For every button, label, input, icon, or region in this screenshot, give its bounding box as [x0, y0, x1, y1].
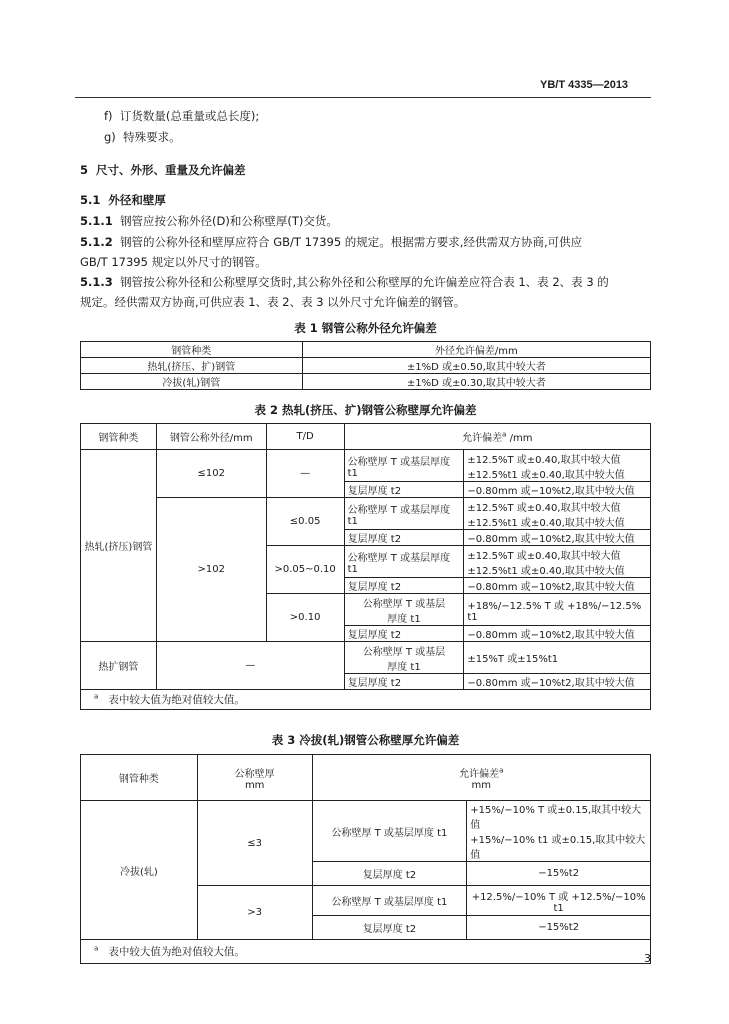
table3-header-wall: 公称壁厚 mm — [197, 755, 312, 801]
table2-tol-cell: ±12.5%T 或±0.40,取其中较大值 ±12.5%t1 或±0.40,取其中较大值 — [464, 498, 651, 530]
table3-clad-label: 复层厚度 t2 — [312, 916, 467, 940]
table3 — [80, 754, 651, 964]
table2-clad-label: 复层厚度 t2 — [344, 530, 464, 546]
para-5-1-3-cont: 规定。经供需双方协商,可供应表 1、表 2、表 3 以外尺寸允许偏差的钢管。 — [80, 295, 466, 309]
table2-clad-label: 复层厚度 t2 — [344, 482, 464, 498]
table3-wall-large: >3 — [197, 886, 312, 940]
table2-nominal-label: 公称壁厚 T 或基层 厚度 t1 — [344, 642, 464, 674]
section-5-heading: 5 尺寸、外形、重量及允许偏差 — [80, 163, 246, 177]
para-5-1-3: 5.1.3 钢管按公称外径和公称壁厚交货时,其公称外径和公称壁厚的允许偏差应符合表 1、表 2、表 3 的 — [80, 275, 609, 289]
list-item-f: f) 订货数量(总重量或总长度); — [104, 109, 260, 123]
table2-tol-cell: −0.80mm 或−10%t2,取其中较大值 — [464, 674, 651, 690]
table2-header-od: 钢管公称外径/mm — [156, 424, 266, 450]
table2-clad-label: 复层厚度 t2 — [344, 578, 464, 594]
table2-nominal-label: 公称壁厚 T 或基层厚度 t1 — [344, 546, 464, 578]
table2-header-tol: 允许偏差$^a$ /mm — [344, 424, 650, 450]
para-5-1-2-cont: GB/T 17395 规定以外尺寸的钢管。 — [80, 255, 267, 269]
table2-td-2: >0.05~0.10 — [266, 546, 344, 594]
table2-type-hot-rolled: 热轧(挤压)钢管 — [81, 450, 157, 642]
table1-header-type: 钢管种类 — [81, 342, 303, 358]
table3-header-type: 钢管种类 — [81, 755, 198, 801]
table2-expanded-dash: — — [156, 642, 344, 690]
table2-footnote: $^a$ 表中较大值为绝对值较大值。 — [81, 690, 651, 710]
table2 — [80, 423, 651, 710]
table2-od-small: ≤102 — [156, 450, 266, 498]
table3-tol-cell: +12.5%/−10% T 或 +12.5%/−10% t1 — [467, 886, 651, 916]
table1-cell: 热轧(挤压、扩)钢管 — [81, 358, 303, 374]
table3-wall-small: ≤3 — [197, 801, 312, 886]
list-item-g: g) 特殊要求。 — [104, 130, 181, 144]
table2-type-hot-expanded: 热扩钢管 — [81, 642, 157, 690]
table2-tol-cell: ±12.5%T 或±0.40,取其中较大值 ±12.5%t1 或±0.40,取其中较大值 — [464, 450, 651, 482]
table2-nominal-label: 公称壁厚 T 或基层厚度 t1 — [344, 450, 464, 482]
table2-tol-cell: ±12.5%T 或±0.40,取其中较大值 ±12.5%t1 或±0.40,取其中较大值 — [464, 546, 651, 578]
table3-nominal-label: 公称壁厚 T 或基层厚度 t1 — [312, 801, 467, 862]
table3-tol-cell: −15%t2 — [467, 916, 651, 940]
table2-clad-label: 复层厚度 t2 — [344, 626, 464, 642]
table1-cell: ±1%D 或±0.30,取其中较大者 — [302, 374, 650, 390]
standard-code: YB/T 4335—2013 — [540, 79, 629, 91]
table3-tol-cell: −15%t2 — [467, 862, 651, 886]
table1-cell: 冷拔(轧)钢管 — [81, 374, 303, 390]
table3-header-tol: 允许偏差$^a$ mm — [312, 755, 650, 801]
table2-tol-cell: −0.80mm 或−10%t2,取其中较大值 — [464, 530, 651, 546]
table2-td-3: >0.10 — [266, 594, 344, 642]
table2-tol-cell: ±15%T 或±15%t1 — [464, 642, 651, 674]
section-5-1-heading: 5.1 外径和壁厚 — [80, 193, 166, 207]
table1-caption: 表 1 钢管公称外径允许偏差 — [294, 321, 437, 335]
table1-header-tol: 外径允许偏差/mm — [302, 342, 650, 358]
table3-type-cold: 冷拔(轧) — [81, 801, 198, 940]
table3-tol-cell: +15%/−10% T 或±0.15,取其中较大值 +15%/−10% t1 或±0.15,取其中较大值 — [467, 801, 651, 862]
table2-header-td: T/D — [266, 424, 344, 450]
table3-clad-label: 复层厚度 t2 — [312, 862, 467, 886]
table2-tol-cell: −0.80mm 或−10%t2,取其中较大值 — [464, 578, 651, 594]
page-number: 3 — [644, 952, 651, 965]
table2-header-type: 钢管种类 — [81, 424, 157, 450]
table2-od-large: >102 — [156, 498, 266, 642]
table2-tol-cell: −0.80mm 或−10%t2,取其中较大值 — [464, 626, 651, 642]
table2-tol-cell: −0.80mm 或−10%t2,取其中较大值 — [464, 482, 651, 498]
para-5-1-2: 5.1.2 钢管的公称外径和壁厚应符合 GB/T 17395 的规定。根据需方要求,经供需双方协商,可供应 — [80, 235, 583, 249]
table3-nominal-label: 公称壁厚 T 或基层厚度 t1 — [312, 886, 467, 916]
table2-td-1: ≤0.05 — [266, 498, 344, 546]
table2-nominal-label: 公称壁厚 T 或基层厚度 t1 — [344, 498, 464, 530]
table3-caption: 表 3 冷拔(轧)钢管公称壁厚允许偏差 — [271, 733, 460, 747]
table2-caption: 表 2 热轧(挤压、扩)钢管公称壁厚允许偏差 — [254, 403, 477, 417]
table2-td-dash: — — [266, 450, 344, 498]
table1-cell: ±1%D 或±0.50,取其中较大者 — [302, 358, 650, 374]
table3-footnote: $^a$ 表中较大值为绝对值较大值。 — [81, 940, 651, 964]
table2-tol-cell: +18%/−12.5% T 或 +18%/−12.5% t1 — [464, 594, 651, 626]
para-5-1-1: 5.1.1 钢管应按公称外径(D)和公称壁厚(T)交货。 — [80, 214, 338, 228]
header-rule — [75, 97, 651, 98]
table2-nominal-label: 公称壁厚 T 或基层 厚度 t1 — [344, 594, 464, 626]
table2-clad-label: 复层厚度 t2 — [344, 674, 464, 690]
table1 — [80, 341, 651, 390]
